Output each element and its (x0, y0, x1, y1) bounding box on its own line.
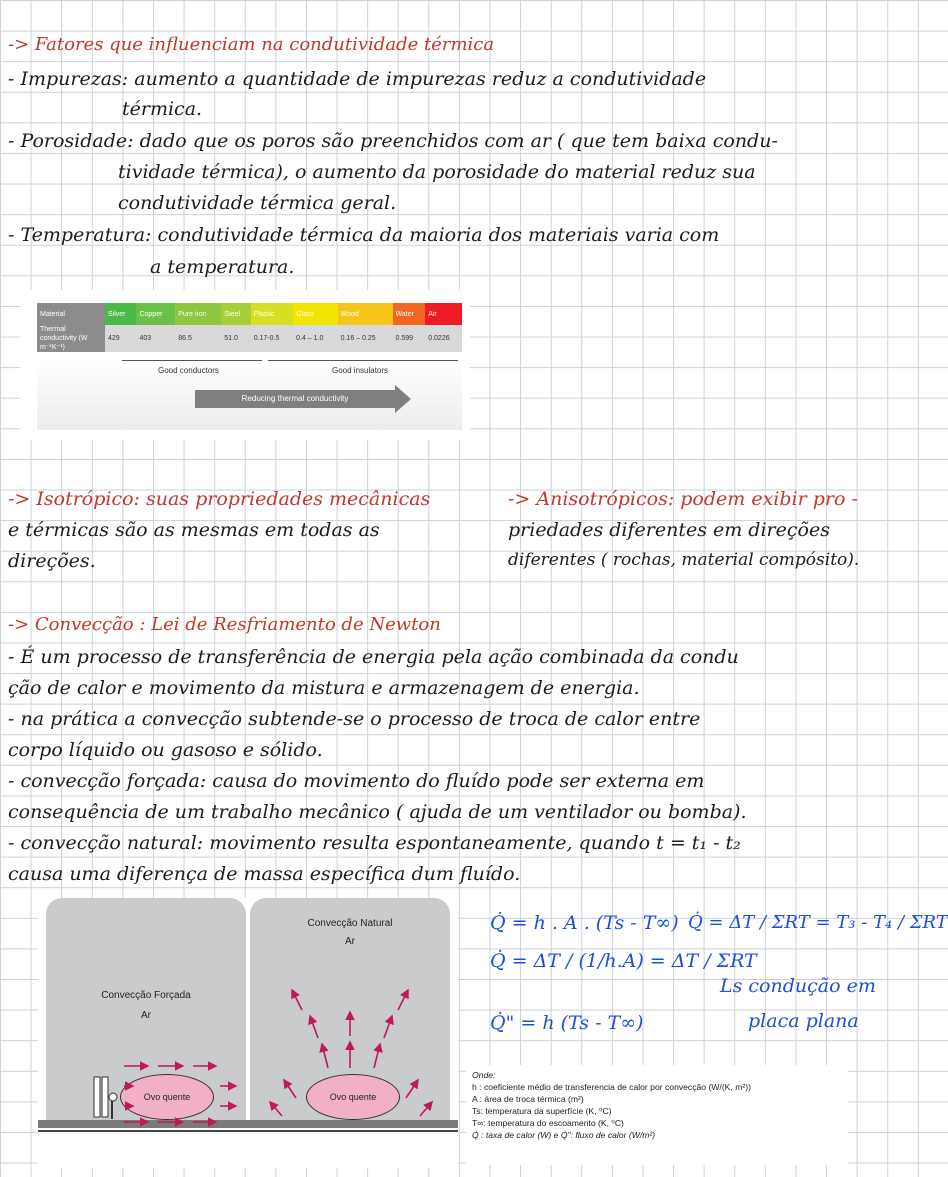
legend-h: h : coeficiente médio de transferencia de calor por convecção (W/(K, m²)) (472, 1082, 751, 1092)
equation-note-2: placa plana (748, 1010, 859, 1032)
convection-p1: - É um processo de transferência de energia pela ação combinada da condu (8, 646, 739, 668)
natural-hot-egg: Ovo quente (306, 1074, 400, 1120)
porosidade-text-3: condutividade térmica geral. (118, 192, 397, 214)
ground-line (38, 1130, 458, 1132)
conductivity-label: Thermal conductivity (W m⁻¹K⁻¹) (37, 325, 105, 352)
forced-air-label: Ar (141, 1010, 151, 1021)
forced-convection-text-2: consequência de um trabalho mecânico ( ajuda de um ventilador ou bomba). (8, 801, 747, 823)
porosidade-text: - Porosidade: dado que os poros são preenchidos com ar ( que tem baixa condu- (8, 130, 778, 152)
value-plastic: 0.17-0.5 (251, 325, 293, 352)
thermal-conductivity-figure (20, 290, 470, 440)
material-row (37, 303, 462, 325)
material-air: Air (425, 303, 462, 325)
legend-ts: Ts: temperatura da superfície (K, ⁰C) (472, 1106, 612, 1116)
value-pure-iron: 86.5 (175, 325, 221, 352)
insulators-bracket (268, 360, 458, 361)
legend-a: A : área de troca térmica (m²) (472, 1094, 584, 1104)
material-label: Material (37, 303, 105, 325)
natural-air-label: Ar (345, 936, 355, 947)
equation-1: Q̇ = h . A . (Ts - T∞) (490, 912, 679, 934)
value-steel: 51.0 (221, 325, 250, 352)
legend-tinf: T∞: temperatura do escoamento (K, ⁰C) (472, 1118, 624, 1128)
convection-heading: -> Convecção : Lei de Resfriamento de Newton (8, 614, 441, 635)
anisotropico-text-3: diferentes ( rochas, material compósito). (508, 550, 860, 570)
value-air: 0.0226 (425, 325, 462, 352)
natural-convection-text: - convecção natural: movimento resulta espontaneamente, quando t = t₁ - t₂ (8, 832, 741, 854)
conductivity-table (37, 303, 462, 352)
good-insulators-label: Good insulators (332, 366, 389, 375)
material-water: Water (393, 303, 426, 325)
material-steel: Steel (221, 303, 250, 325)
conductors-bracket (122, 360, 262, 361)
convection-diagram (38, 898, 458, 1168)
anisotropico-text-2: priedades diferentes em direções (508, 519, 830, 541)
isotropico-text-2: e térmicas são as mesmas em todas as (8, 519, 380, 541)
good-conductors-label: Good conductors (158, 366, 219, 375)
legend-title: Onde: (472, 1070, 496, 1080)
equation-4: Q̇ = ΔT / ΣRT = T₃ - T₄ / ΣRT (688, 912, 948, 933)
impurezas-text: - Impurezas: aumento a quantidade de impurezas reduz a condutividade (8, 68, 707, 90)
isotropico-heading: -> Isotrópico: suas propriedades mecânicas (8, 488, 431, 510)
section1-heading: -> Fatores que influenciam na condutividade térmica (8, 34, 495, 55)
value-wood: 0.16 – 0.25 (338, 325, 393, 352)
material-glass: Glass (293, 303, 338, 325)
value-copper: 403 (136, 325, 175, 352)
natural-convection-text-2: causa uma diferença de massa específica dum fluído. (8, 863, 521, 885)
equation-3: Q̇" = h (Ts - T∞) (490, 1012, 644, 1034)
convection-p2-2: corpo líquido ou gasoso e sólido. (8, 739, 323, 761)
conductivity-row (37, 325, 462, 352)
variables-legend (466, 1065, 848, 1165)
equation-2 (490, 950, 757, 972)
material-plastic: Plastic (251, 303, 293, 325)
forced-convection-title: Convecção Forçada (101, 990, 191, 1001)
porosidade-text-2: tividade térmica), o aumento da porosidade do material reduz sua (118, 161, 756, 183)
isotropico-text-3: direções. (8, 550, 96, 572)
reducing-conductivity-arrow: Reducing thermal conductivity (195, 390, 395, 408)
forced-hot-egg: Ovo quente (120, 1074, 214, 1120)
equation-2-text: Q̇ = ΔT / (1/h.A) = ΔT / ΣRT (490, 950, 757, 972)
impurezas-text-2: térmica. (122, 98, 203, 120)
value-silver: 429 (105, 325, 136, 352)
value-glass: 0.4 – 1.0 (293, 325, 338, 352)
temperatura-text-2: a temperatura. (150, 256, 295, 278)
convection-p1-2: ção de calor e movimento da mistura e armazenagem de energia. (8, 677, 640, 699)
material-copper: Copper (136, 303, 175, 325)
convection-p2: - na prática a convecção subtende-se o processo de troca de calor entre (8, 708, 701, 730)
forced-convection-text: - convecção forçada: causa do movimento do fluído pode ser externa em (8, 770, 705, 792)
convection-arrows (38, 898, 458, 1128)
temperatura-text: - Temperatura: condutividade térmica da maioria dos materiais varia com (8, 224, 720, 246)
anisotropico-heading: -> Anisotrópicos: podem exibir pro - (508, 488, 858, 510)
equation-note: Ls condução em (720, 975, 876, 997)
value-water: 0.599 (393, 325, 426, 352)
material-silver: Silver (105, 303, 136, 325)
natural-convection-title: Convecção Natural (307, 918, 393, 929)
material-pure-iron: Pure iron (175, 303, 221, 325)
legend-q: Q̇ : taxa de calor (W) e Q̇": fluxo de calor (W/m²) (472, 1130, 656, 1140)
material-wood: Wood (338, 303, 393, 325)
